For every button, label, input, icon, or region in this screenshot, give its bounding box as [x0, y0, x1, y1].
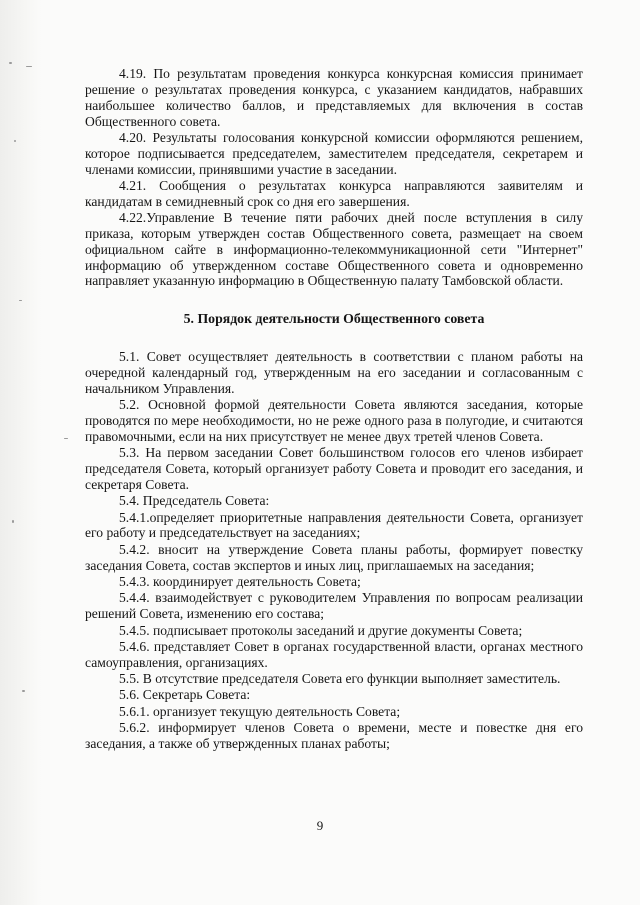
scan-edge-shadow	[0, 0, 42, 905]
scan-speck	[12, 520, 14, 523]
clause-4-20: 4.20. Результаты голосования конкурсной комиссии оформляются решением, которое подписывается председателем, заместителем председателя, секретарем и членами комиссии, принявшими участие в заседании.	[85, 129, 583, 177]
clause-4-21: 4.21. Сообщения о результатах конкурса направляются заявителям и кандидатам в семидневный срок со дня его завершения.	[85, 177, 583, 209]
clause-5-2: 5.2. Основной формой деятельности Совета являются заседания, которые проводятся по мере необходимости, но не реже одного раза в полугодие, и считаются правомочными, если на них присутствует не менее двух третей членов Совета.	[85, 397, 583, 444]
clause-5-4-3: 5.4.3. координирует деятельность Совета;	[119, 573, 361, 589]
clause-5-4: 5.4. Председатель Совета:	[119, 493, 270, 509]
clause-5-5: 5.5. В отсутствие председателя Совета его функции выполняет заместитель.	[119, 671, 561, 687]
clause-4-19: 4.19. По результатам проведения конкурса конкурсная комиссия принимает решение о результатах проведения конкурса, с указанием кандидатов, набравших наибольшее количество баллов, и представляемых для включения в состав Общественного совета.	[85, 66, 583, 129]
section-heading: 5. Порядок деятельности Общественного совета	[183, 311, 485, 327]
clause-5-6: 5.6. Секретарь Совета:	[119, 687, 251, 703]
scan-speck	[22, 690, 25, 692]
clause-5-6-2: 5.6.2. информирует членов Совета о времени, месте и повестке дня его заседания, а также об утвержденных планах работы;	[85, 720, 583, 751]
clause-5-4-5: 5.4.5. подписывает протоколы заседаний и другие документы Совета;	[119, 622, 523, 638]
clause-5-6-1: 5.6.1. организует текущую деятельность Совета;	[119, 703, 401, 719]
clause-5-4-4: 5.4.4. взаимодействует с руководителем Управления по вопросам реализации решений Совета, изменению его состава;	[85, 590, 583, 622]
document-body	[85, 66, 583, 752]
clause-4-22: 4.22.Управление В течение пяти рабочих дней после вступления в силу приказа, которым утвержден состав Общественного совета, размещает на своем официальном сайте в информационно-телекоммуникационной сети "Интернет" информацию об утвержденном составе Общественного совета и одновременно направляет указанную информацию в Общественную палату Тамбовской области.	[85, 210, 583, 289]
scan-speck	[19, 300, 22, 301]
clause-5-4-2: 5.4.2. вносит на утверждение Совета планы работы, формирует повестку заседания Совета, состав экспертов и иных лиц, приглашаемых на заседания;	[85, 541, 583, 573]
clause-5-3: 5.3. На первом заседании Совет большинством голосов его членов избирает председателя Совета, который организует работу Совета и проводит его заседания, и секретаря Совета.	[85, 445, 583, 492]
scan-speck	[9, 62, 12, 64]
scan-speck	[64, 438, 68, 439]
clause-5-4-1: 5.4.1.определяет приоритетные направления деятельности Совета, организует его работу и председательствует на заседаниях;	[85, 509, 583, 541]
clause-5-4-6: 5.4.6. представляет Совет в органах государственной власти, органах местного самоуправления, организациях.	[85, 638, 583, 670]
scan-speck	[26, 66, 32, 67]
scan-speck	[14, 140, 16, 142]
clause-5-1: 5.1. Совет осуществляет деятельность в соответствии с планом работы на очередной календарный год, утвержденным на его заседании и согласованным с начальником Управления.	[85, 349, 583, 396]
page-number: 9	[316, 818, 324, 833]
